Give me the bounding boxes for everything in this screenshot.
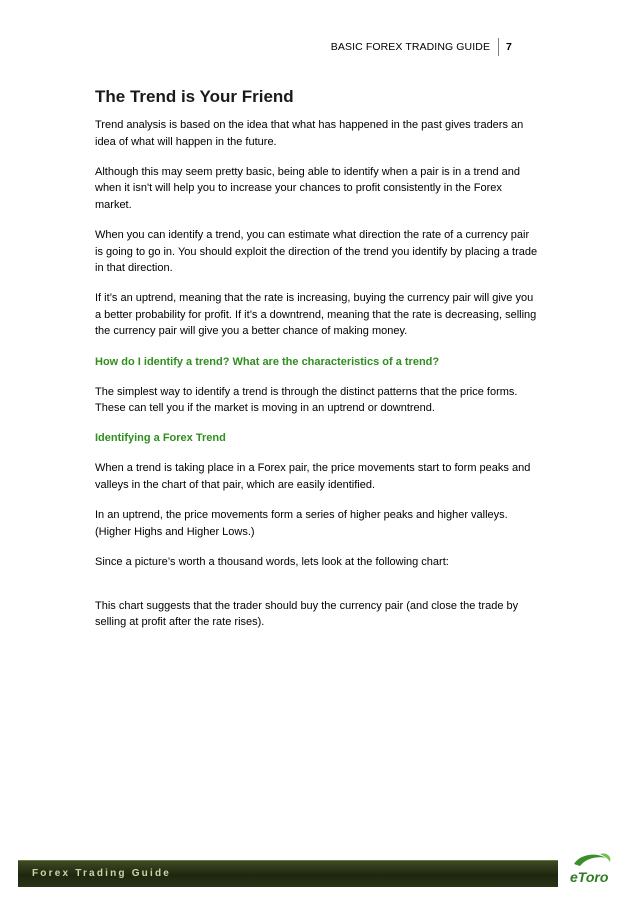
- paragraph-distinct-patterns: The simplest way to identify a trend is through the distinct patterns that the price forms. These can tell you if the market is moving in an uptrend or downtrend.: [95, 385, 518, 415]
- paragraph-peaks-valleys: When a trend is taking place in a Forex pair, the price movements start to form peaks and valleys in the chart of that pair, which are easily identified.: [95, 462, 531, 491]
- footer-bar: [18, 860, 558, 887]
- paragraph-higher-peaks: [95, 507, 540, 540]
- paragraph-higher-peaks-line1: In an uptrend, the price movements form a series of higher peaks and higher valleys.: [95, 509, 508, 522]
- footer-text: Forex Trading Guide: [32, 868, 172, 879]
- subheading-identifying-trend: Identifying a Forex Trend: [95, 432, 226, 445]
- etoro-logo: [566, 850, 618, 888]
- paragraph-identify-pair: Although this may seem pretty basic, being able to identify when a pair is in a trend and when it isn't will help you to increase your chances to profit consistently in the Forex market.: [95, 165, 520, 211]
- paragraph-uptrend-downtrend: If it’s an uptrend, meaning that the rate is increasing, buying the currency pair will give you a better probability for profit. If it’s a downtrend, meaning that the rate is decreasing, selling the currency pair will give you a better chance of making money.: [95, 292, 537, 338]
- page-header: [331, 38, 512, 56]
- logo-swoosh-icon: [574, 855, 606, 866]
- paragraph-higher-peaks-line2: (Higher Highs and Higher Lows.): [95, 525, 255, 538]
- header-title: BASIC FOREX TRADING GUIDE: [330, 41, 491, 53]
- page-title: The Trend is Your Friend: [95, 87, 294, 106]
- chart-placeholder-gap: [95, 584, 540, 598]
- paragraph-estimate-direction: When you can identify a trend, you can estimate what direction the rate of a currency pair is going to go in. You should exploit the direction of the trend you identify by placing a trade in that direction.: [95, 228, 538, 275]
- page-body: [95, 86, 540, 645]
- paragraph-picture-worth: Since a picture’s worth a thousand words, lets look at the following chart:: [95, 555, 449, 568]
- logo-text: eToro: [570, 869, 609, 885]
- header-divider: [498, 38, 499, 56]
- paragraph-chart-suggests: This chart suggests that the trader should buy the currency pair (and close the trade by selling at profit after the rate rises).: [95, 599, 519, 629]
- page-number: 7: [506, 41, 512, 53]
- paragraph-trend-analysis: Trend analysis is based on the idea that what has happened in the past gives traders an idea of what will happen in the future.: [95, 119, 524, 148]
- subheading-characteristics: How do I identify a trend? What are the characteristics of a trend?: [95, 355, 440, 368]
